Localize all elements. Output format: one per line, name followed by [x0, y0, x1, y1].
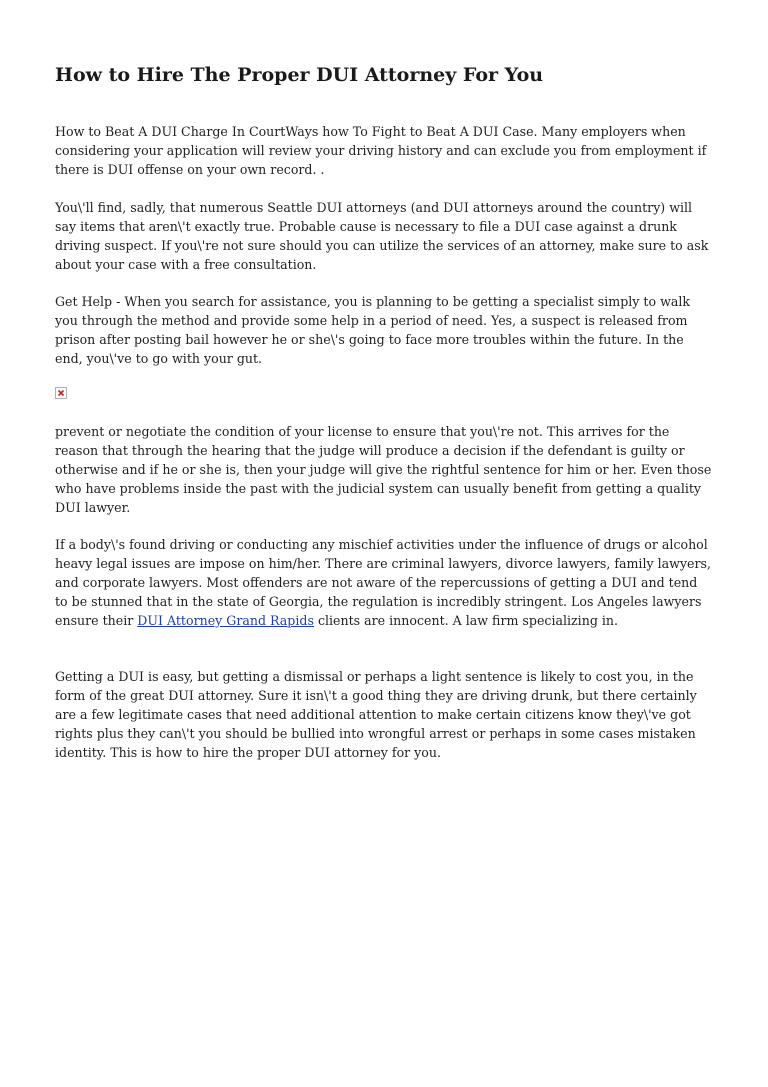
paragraph-intro: How to Beat A DUI Charge In CourtWays how To Fight to Beat A DUI Case. Many employers when considering your application will review your driving history and can exclude you from employment if there is DUI offense on your own record. .	[55, 124, 707, 177]
paragraph-seattle-attorneys: You\'ll find, sadly, that numerous Seattle DUI attorneys (and DUI attorneys around the country) will say items that aren\'t exactly true. Probable cause is necessary to file a DUI case against a drunk driving suspect. If you\'re not sure should you can utilize the services of an attorney, make sure to ask about your case with a free consultation.	[55, 200, 709, 272]
paragraph-license: prevent or negotiate the condition of your license to ensure that you\'re not. This arrives for the reason that through the hearing that the judge will produce a decision if the defendant is guilty or otherwise and if he or she is, then your judge will give the rightful sentence for him or her. Even those who have problems inside the past with the judicial system can usually benefit from getting a quality DUI lawyer.	[55, 424, 712, 515]
page-title: How to Hire The Proper DUI Attorney For You	[55, 64, 544, 86]
paragraph-conclusion: Getting a DUI is easy, but getting a dismissal or perhaps a light sentence is likely to cost you, in the form of the great DUI attorney. Sure it isn\'t a good thing they are driving drunk, but there certainly are a few legitimate cases that need additional attention to make certain citizens know they\'ve got rights plus they can\'t you should be bullied into wrongful arrest or perhaps in some cases mistaken identity. This is how to hire the proper DUI attorney for you.	[55, 669, 697, 760]
document-page	[55, 56, 713, 760]
paragraph-mischief	[55, 535, 713, 630]
paragraph-text: If a body\'s found driving or conducting any mischief activities under the influence of drugs or alcohol heavy legal issues are impose on him/her. There are criminal lawyers, divorce lawyers, family lawyers, and corporate lawyers. Most offenders are not aware of the repercussions of getting a DUI and tend to be stunned that in the state of Georgia, the regulation is incredibly stringent. Los Angeles lawyers ensure their	[55, 537, 711, 628]
dui-attorney-link[interactable]: DUI Attorney Grand Rapids	[137, 613, 314, 628]
broken-image-icon	[55, 387, 67, 399]
paragraph-get-help: Get Help - When you search for assistance, you is planning to be getting a specialist simply to walk you through the method and provide some help in a period of need. Yes, a suspect is released from prison after posting bail however he or she\'s going to face more troubles within the future. In the end, you\'ve to go with your gut.	[55, 294, 691, 366]
paragraph-text: clients are innocent. A law firm specializing in.	[313, 613, 619, 628]
